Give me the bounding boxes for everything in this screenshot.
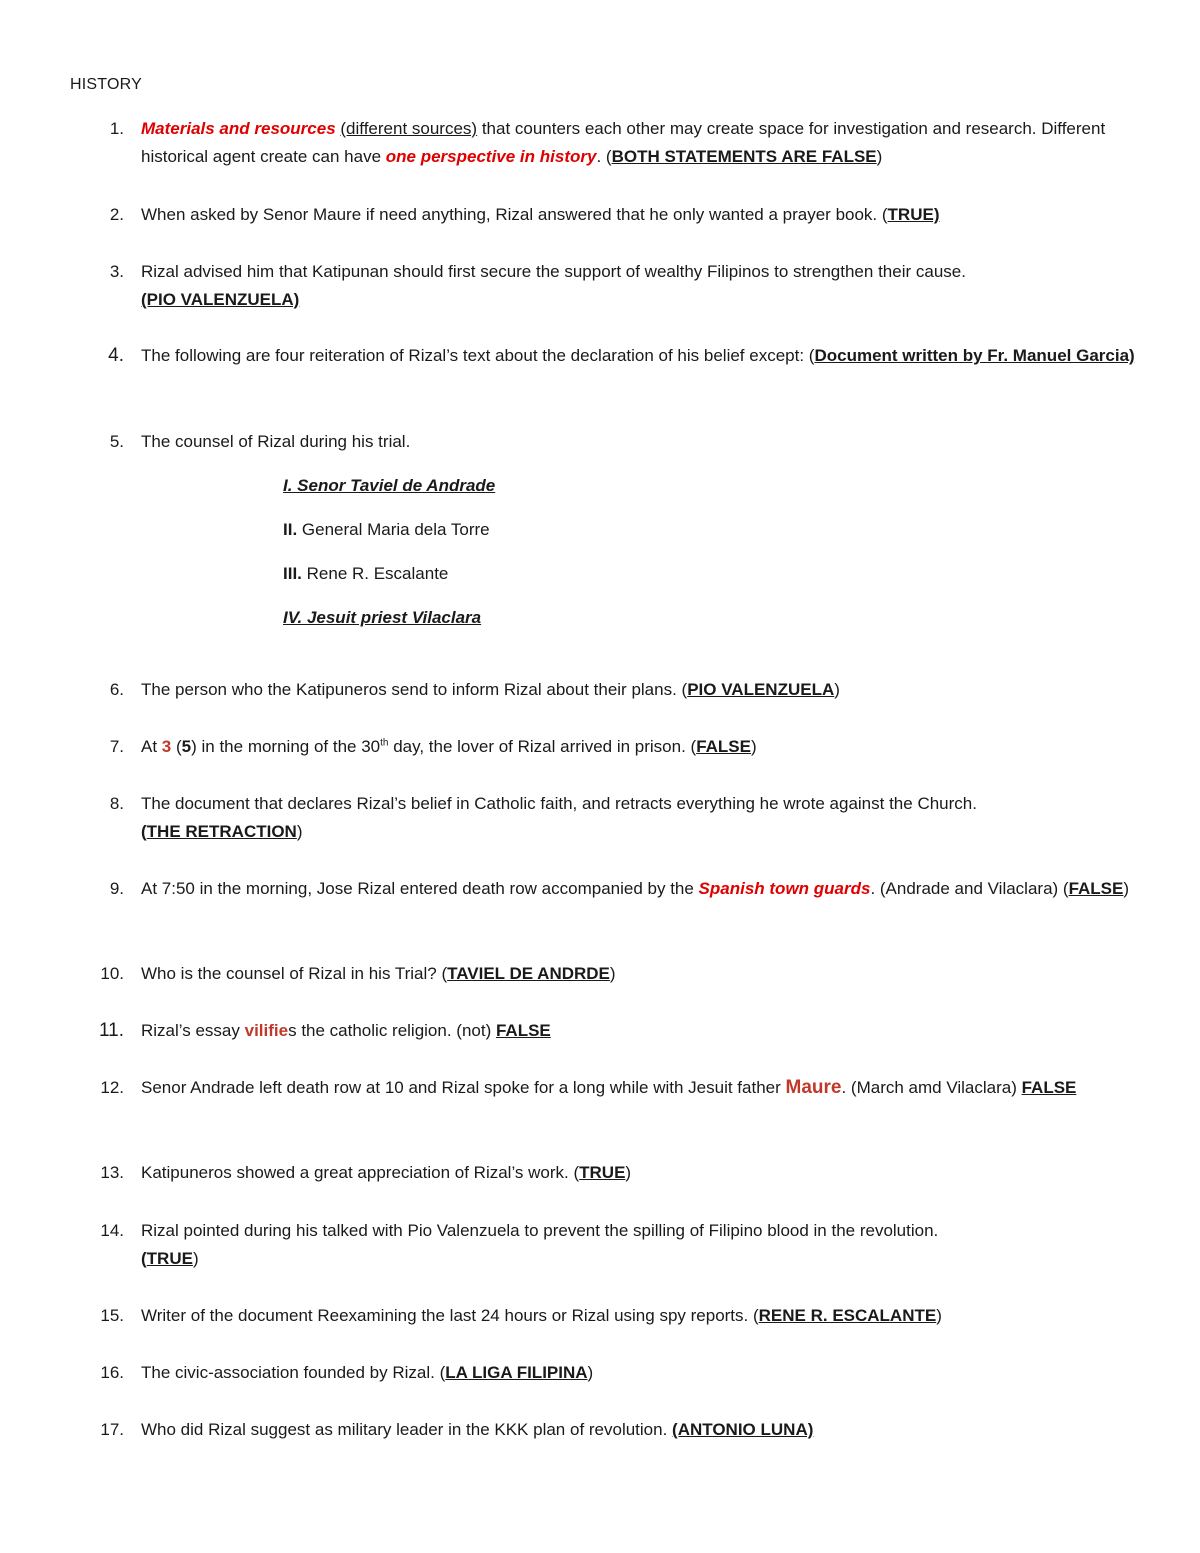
question-number: 6. bbox=[109, 680, 124, 699]
question-number: 5. bbox=[109, 432, 124, 451]
red-text: Spanish town guards bbox=[698, 879, 871, 898]
question-text: Who did Rizal suggest as military leader in the KKK plan of revolution. (ANTONIO LUNA) bbox=[141, 1420, 814, 1439]
question-number: 7. bbox=[109, 737, 124, 756]
question-6 bbox=[70, 676, 1140, 704]
answer: RENE R. ESCALANTE bbox=[758, 1306, 937, 1325]
option-1 bbox=[283, 472, 495, 500]
question-number: 1. bbox=[109, 119, 124, 138]
question-2 bbox=[70, 201, 1140, 229]
question-text: Rizal’s essay vilifies the catholic religion. (not) FALSE bbox=[141, 1021, 551, 1040]
question-number: 4. bbox=[108, 345, 124, 366]
answer: Document written by Fr. Manuel Garcia) bbox=[814, 346, 1135, 365]
answer: TRUE bbox=[579, 1163, 626, 1182]
red-text: Maure bbox=[785, 1077, 842, 1098]
question-number: 11. bbox=[98, 1020, 124, 1041]
question-number: 9. bbox=[109, 879, 124, 898]
question-12 bbox=[70, 1074, 1140, 1102]
question-14 bbox=[70, 1217, 1140, 1273]
question-8 bbox=[70, 790, 1140, 846]
question-text: Materials and resources (different sources) that counters each other may create space for investigation and research. Different historical agent create can have one perspective in history. (BOTH STATEMENTS ARE FALSE) bbox=[141, 119, 1106, 166]
question-text: When asked by Senor Maure if need anything, Rizal answered that he only wanted a prayer book. (TRUE) bbox=[141, 205, 940, 224]
answer: TRUE bbox=[146, 1249, 193, 1268]
question-text: At 7:50 in the morning, Jose Rizal entered death row accompanied by the Spanish town guards. (Andrade and Vilaclara) (FALSE) bbox=[141, 879, 1130, 898]
answer: I. Senor Taviel de Andrade bbox=[283, 476, 496, 495]
answer: FALSE bbox=[1021, 1078, 1077, 1097]
question-text: Rizal pointed during his talked with Pio Valenzuela to prevent the spilling of Filipino blood in the revolution. (TRUE) bbox=[141, 1221, 939, 1268]
question-7 bbox=[70, 733, 1140, 761]
question-text: The document that declares Rizal’s belief in Catholic faith, and retracts everything he wrote against the Church. (THE RETRACTION) bbox=[141, 794, 977, 841]
question-text: The person who the Katipuneros send to inform Rizal about their plans. (PIO VALENZUELA) bbox=[141, 680, 840, 699]
answer: LA LIGA FILIPINA bbox=[445, 1363, 588, 1382]
question-number: 16. bbox=[100, 1363, 124, 1382]
answer: TAVIEL DE ANDRDE bbox=[447, 964, 610, 983]
question-text: The following are four reiteration of Rizal’s text about the declaration of his belief except: (Document written by Fr. Manuel Garcia) bbox=[141, 346, 1135, 365]
answer: TRUE) bbox=[887, 205, 940, 224]
question-number: 17. bbox=[100, 1420, 124, 1439]
answer: PIO VALENZUELA bbox=[687, 680, 835, 699]
option-4 bbox=[283, 604, 481, 632]
question-number: 14. bbox=[100, 1221, 124, 1240]
red-text: Materials and resources bbox=[141, 119, 336, 138]
question-number: 2. bbox=[109, 205, 124, 224]
question-number: 12. bbox=[100, 1078, 124, 1097]
question-text: Katipuneros showed a great appreciation of Rizal’s work. (TRUE) bbox=[141, 1163, 632, 1182]
question-3 bbox=[70, 258, 1140, 314]
answer: IV. Jesuit priest Vilaclara bbox=[283, 608, 482, 627]
question-text: Writer of the document Reexamining the last 24 hours or Rizal using spy reports. (RENE R. ESCALANTE) bbox=[141, 1306, 942, 1325]
question-text: Who is the counsel of Rizal in his Trial? (TAVIEL DE ANDRDE) bbox=[141, 964, 616, 983]
question-16 bbox=[70, 1359, 1140, 1387]
question-number: 3. bbox=[109, 262, 124, 281]
red-text: vilifie bbox=[244, 1021, 289, 1040]
question-13 bbox=[70, 1159, 1140, 1187]
question-4 bbox=[70, 342, 1140, 370]
answer: FALSE bbox=[1068, 879, 1124, 898]
underlined-text: (different sources) bbox=[340, 119, 478, 138]
question-number: 15. bbox=[100, 1306, 124, 1325]
question-text: Rizal advised him that Katipunan should first secure the support of wealthy Filipinos to strengthen their cause. (PIO VALENZUELA) bbox=[141, 262, 966, 309]
answer: FALSE bbox=[696, 737, 751, 756]
question-5 bbox=[70, 428, 1140, 456]
answer: BOTH STATEMENTS ARE FALSE bbox=[611, 147, 877, 166]
question-text: The civic-association founded by Rizal. (LA LIGA FILIPINA) bbox=[141, 1363, 594, 1382]
question-text: At 3 (5) in the morning of the 30th day, the lover of Rizal arrived in prison. (FALSE) bbox=[141, 737, 757, 756]
answer: FALSE bbox=[495, 1021, 551, 1040]
question-number: 10. bbox=[100, 964, 124, 983]
question-9 bbox=[70, 875, 1140, 903]
answer: THE RETRACTION bbox=[146, 822, 297, 841]
question-text: The counsel of Rizal during his trial. bbox=[141, 432, 411, 451]
question-text: Senor Andrade left death row at 10 and Rizal spoke for a long while with Jesuit father Maure. (March amd Vilaclara) FALSE bbox=[141, 1077, 1077, 1098]
question-17 bbox=[70, 1416, 1140, 1444]
question-1 bbox=[70, 115, 1140, 171]
question-number: 8. bbox=[109, 794, 124, 813]
question-number: 13. bbox=[100, 1163, 124, 1182]
answer: (ANTONIO LUNA) bbox=[672, 1420, 814, 1439]
answer: (PIO VALENZUELA) bbox=[141, 290, 300, 309]
page-title: HISTORY bbox=[70, 76, 142, 93]
red-text: one perspective in history bbox=[385, 147, 597, 166]
red-text: 3 bbox=[161, 737, 172, 756]
question-10 bbox=[70, 960, 1140, 988]
question-11 bbox=[70, 1017, 1140, 1045]
question-15 bbox=[70, 1302, 1140, 1330]
option-3: III. Rene R. Escalante bbox=[283, 564, 449, 583]
option-2: II. General Maria dela Torre bbox=[283, 520, 490, 539]
